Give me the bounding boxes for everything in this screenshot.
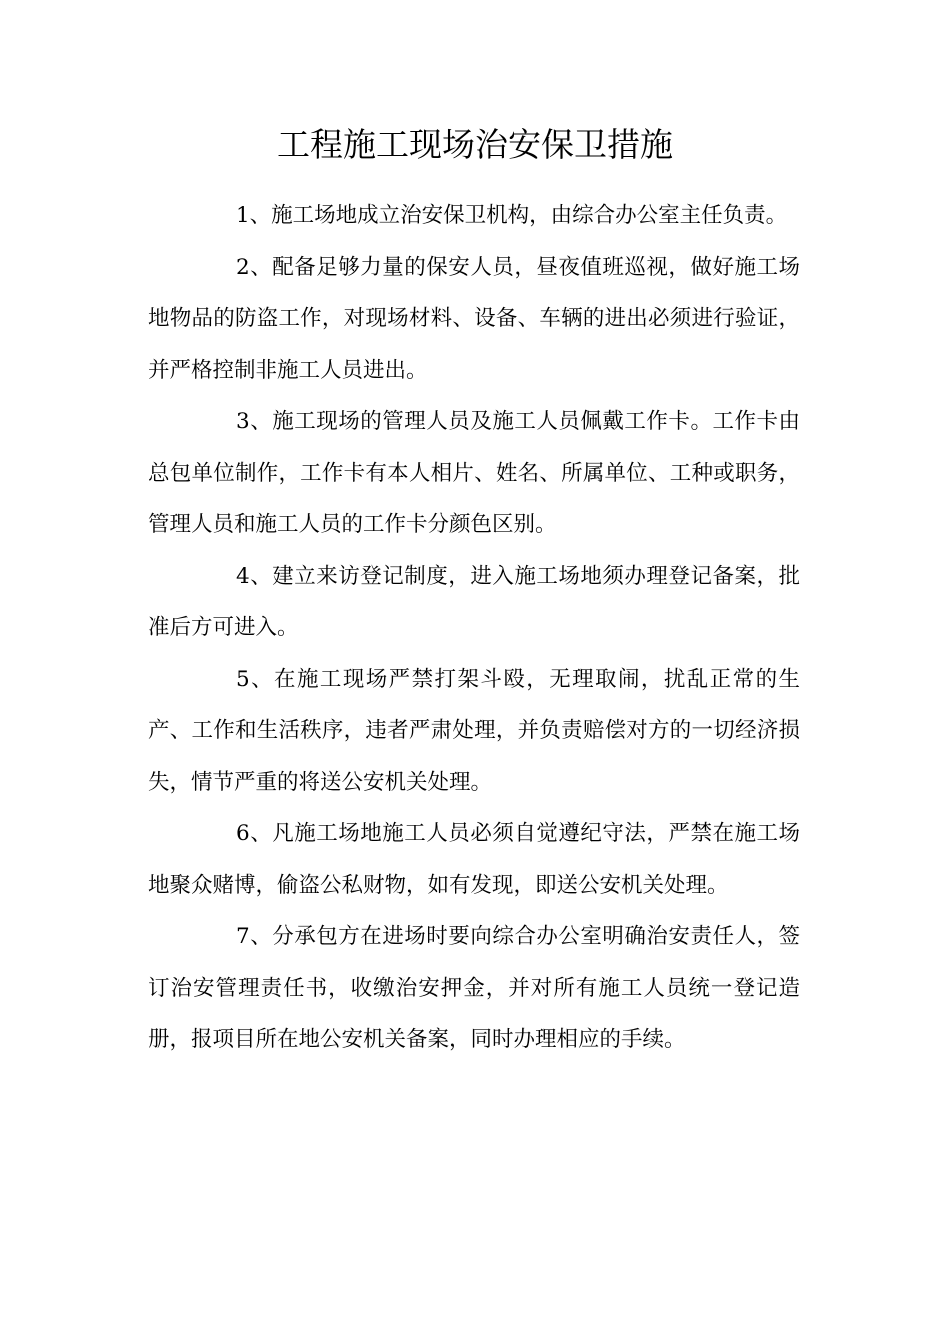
document-body [148, 190, 800, 1066]
paragraph-3: 3、施工现场的管理人员及施工人员佩戴工作卡。工作卡由总包单位制作，工作卡有本人相片、姓名、所属单位、工种或职务，管理人员和施工人员的工作卡分颜色区别。 [148, 409, 800, 537]
paragraph-4: 4、建立来访登记制度，进入施工场地须办理登记备案，批准后方可进入。 [148, 563, 800, 640]
paragraph-1: 1、施工场地成立治安保卫机构，由综合办公室主任负责。 [236, 203, 788, 228]
paragraph-6: 6、凡施工场地施工人员必须自觉遵纪守法，严禁在施工场地聚众赌博，偷盗公私财物，如有发现，即送公安机关处理。 [148, 821, 800, 898]
document-title: 工程施工现场治安保卫措施 [277, 125, 673, 164]
paragraph-5: 5、在施工现场严禁打架斗殴，无理取闹，扰乱正常的生产、工作和生活秩序，违者严肃处理，并负责赔偿对方的一切经济损失，情节严重的将送公安机关处理。 [148, 666, 800, 795]
paragraph-2: 2、配备足够力量的保安人员，昼夜值班巡视，做好施工场地物品的防盗工作，对现场材料、设备、车辆的进出必须进行验证，并严格控制非施工人员进出。 [148, 254, 800, 383]
paragraph-7: 7、分承包方在进场时要向综合办公室明确治安责任人，签订治安管理责任书，收缴治安押金，并对所有施工人员统一登记造册，报项目所在地公安机关备案，同时办理相应的手续。 [148, 924, 800, 1052]
